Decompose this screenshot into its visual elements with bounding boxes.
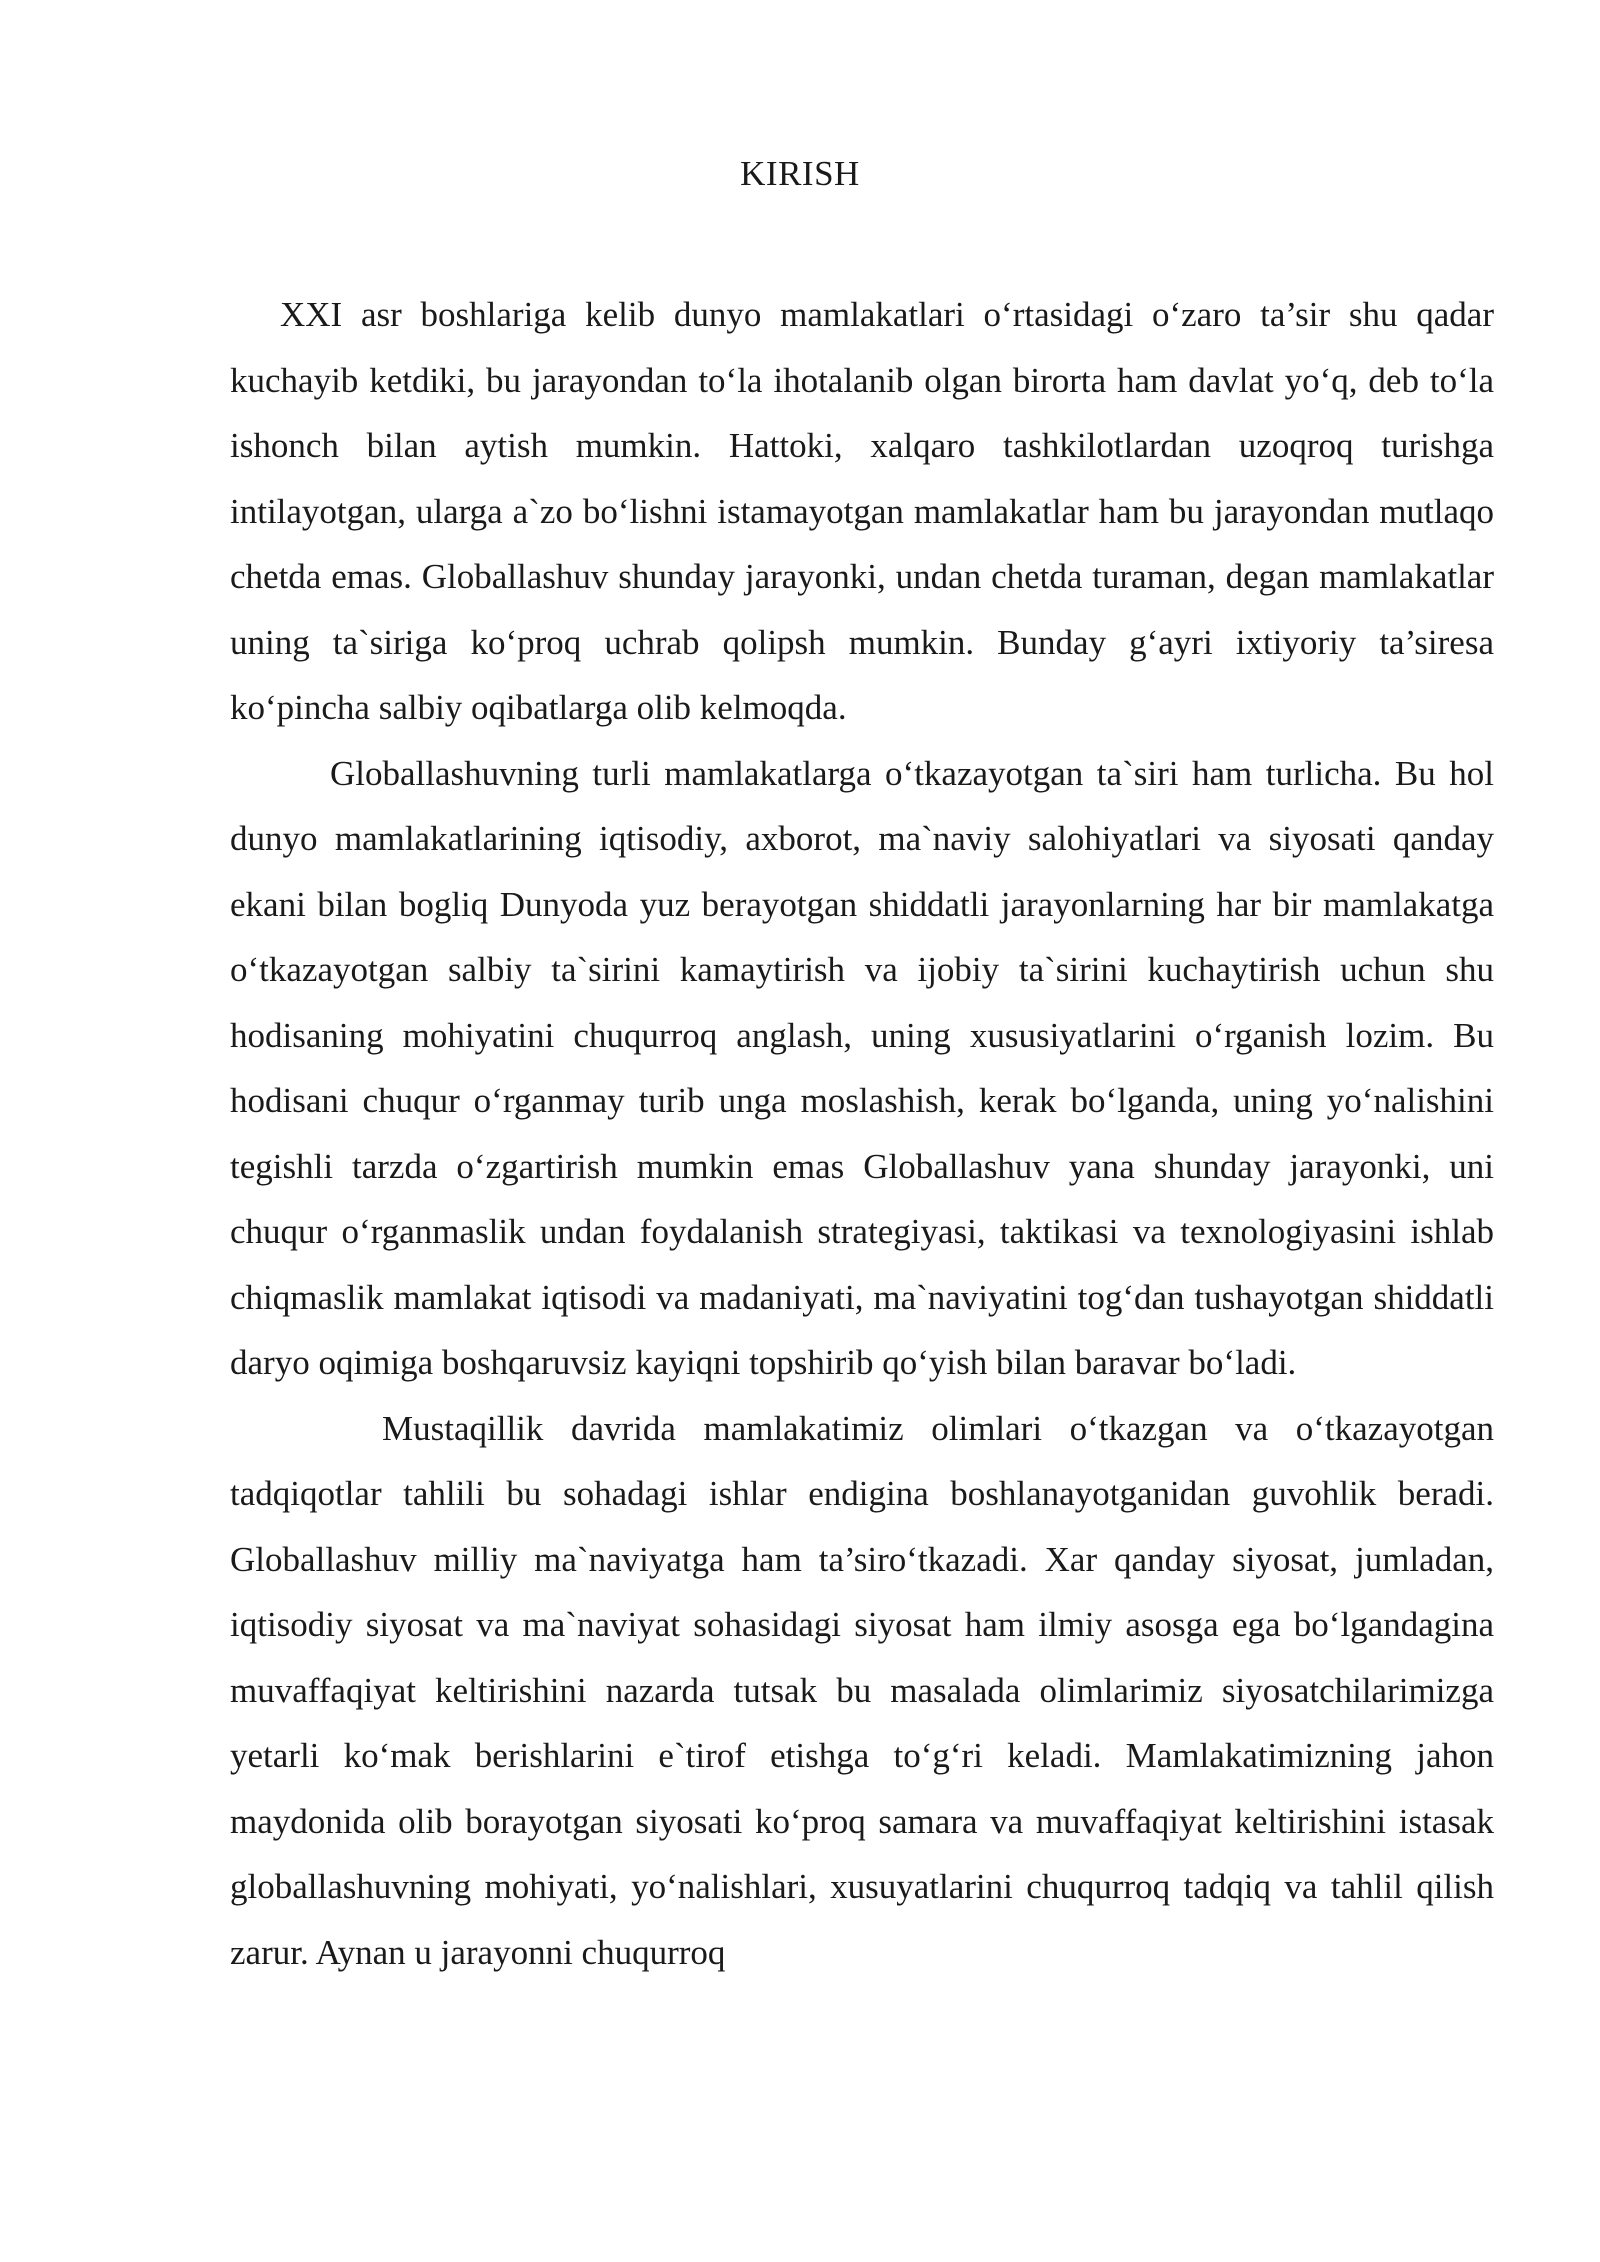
body-text — [230, 282, 1494, 1985]
page-title: KIRISH — [740, 154, 860, 193]
paragraph-3: Mustaqillik davrida mamlakatimiz olimlari o‘tkazgan va o‘tkazayotgan tadqiqotlar tahlili bu sohadagi ishlar endigina boshlanayotganidan guvohlik beradi. Globallashuv milliy ma`naviyatga ham ta’siro‘tkazadi. Xar qanday siyosat, jumladan, iqtisodiy siyosat va ma`naviyat sohasidagi siyosat ham ilmiy asosga ega bo‘lgandagina muvaffaqiyat keltirishini nazarda tutsak bu masalada olimlarimiz siyosatchilarimizga yetarli ko‘mak berishlarini e`tirof etishga to‘g‘ri keladi. Mamlakatimizning jahon maydonida olib borayotgan siyosati ko‘proq samara va muvaffaqiyat keltirishini istasak globallashuvning mohiyati, yo‘nalishlari, xusuyatlarini chuqurroq tadqiq va tahlil qilish zarur. Aynan u jarayonni chuqurroq — [230, 1408, 1494, 1972]
paragraph-1: XXI asr boshlariga kelib dunyo mamlakatlari o‘rtasidagi o‘zaro ta’sir shu qadar kuchayib ketdiki, bu jarayondan to‘la ihotalanib olgan birorta ham davlat yo‘q, deb to‘la ishonch bilan aytish mumkin. Hattoki, xalqaro tashkilotlardan uzoqroq turishga intilayotgan, ularga a`zo bo‘lishni istamayotgan mamlakatlar ham bu jarayondan mutlaqo chetda emas. Globallashuv shunday jarayonki, undan chetda turaman, degan mamlakatlar uning ta`siriga ko‘proq uchrab qolipsh mumkin. Bunday g‘ayri ixtiyoriy ta’siresa ko‘pincha salbiy oqibatlarga olib kelmoqda. — [230, 295, 1494, 727]
paragraph-2: Globallashuvning turli mamlakatlarga o‘tkazayotgan ta`siri ham turlicha. Bu hol dunyo mamlakatlarining iqtisodiy, axborot, ma`naviy salohiyatlari va siyosati qanday ekani bilan bogliq Dunyoda yuz berayotgan shiddatli jarayonlarning har bir mamlakatga o‘tkazayotgan salbiy ta`sirini kamaytirish va ijobiy ta`sirini kuchaytirish uchun shu hodisaning mohiyatini chuqurroq anglash, uning xususiyatlarini o‘rganish lozim. Bu hodisani chuqur o‘rganmay turib unga moslashish, kerak bo‘lganda, uning yo‘nalishini tegishli tarzda o‘zgartirish mumkin emas Globallashuv yana shunday jarayonki, uni chuqur o‘rganmaslik undan foydalanish strategiyasi, taktikasi va texnologiyasini ishlab chiqmaslik mamlakat iqtisodi va madaniyati, ma`naviyatini tog‘dan tushayotgan shiddatli daryo oqimiga boshqaruvsiz kayiqni topshirib qo‘yish bilan baravar bo‘ladi. — [230, 753, 1494, 1382]
